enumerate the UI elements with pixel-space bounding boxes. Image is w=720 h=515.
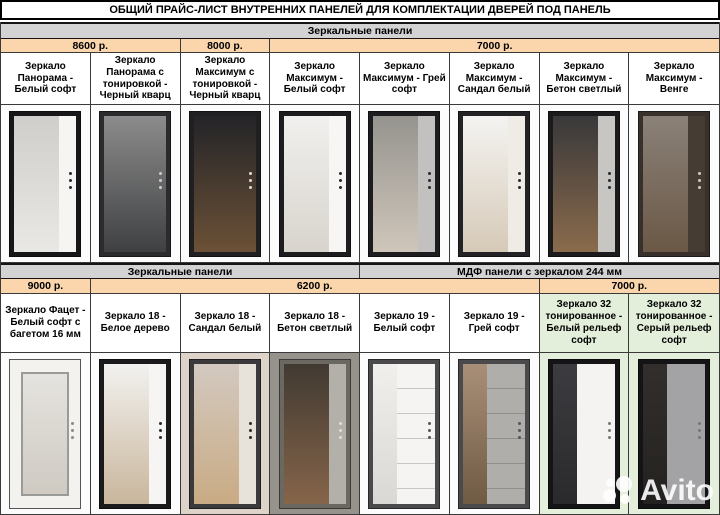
- price-cell: 8000 р.: [181, 39, 271, 52]
- price-cell: 6200 р.: [91, 279, 540, 293]
- section1-photos-row: [1, 105, 719, 263]
- door-mirror: [284, 364, 329, 504]
- door-panel: [59, 116, 76, 252]
- door-mirror: [21, 372, 69, 496]
- door-handle-icon: [698, 422, 701, 425]
- section-header: Зеркальные панели: [1, 265, 360, 278]
- door-panel: [508, 116, 525, 252]
- door-photo-cell: [91, 353, 181, 514]
- product-name-cell: Зеркало 32 тонированное - Белый рельеф софт: [540, 294, 630, 352]
- door-handle-icon: [608, 172, 611, 175]
- door-panel: [149, 364, 166, 504]
- door-handle-icon: [71, 422, 74, 425]
- product-name-cell: Зеркало 18 - Сандал белый: [181, 294, 271, 352]
- door-handle-icon: [249, 172, 252, 175]
- door-image: [368, 111, 440, 257]
- door-panel: [688, 116, 705, 252]
- product-name-cell: Зеркало Максимум - Сандал белый: [450, 53, 540, 104]
- door-image: [279, 359, 351, 509]
- product-name-cell: Зеркало Максимум - Белый софт: [270, 53, 360, 104]
- door-image: [548, 111, 620, 257]
- page-title: ОБЩИЙ ПРАЙС-ЛИСТ ВНУТРЕННИХ ПАНЕЛЕЙ ДЛЯ КОМПЛЕКТАЦИИ ДВЕРЕЙ ПОД ПАНЕЛЬ: [0, 0, 720, 20]
- door-photo-cell: [360, 353, 450, 514]
- price-cell: 8600 р.: [1, 39, 181, 52]
- product-name-cell: Зеркало 18 - Бетон светлый: [270, 294, 360, 352]
- door-image: [189, 359, 261, 509]
- door-handle-icon: [339, 172, 342, 175]
- door-panel: [239, 364, 256, 504]
- product-name-cell: Зеркало Панорама - Белый софт: [1, 53, 91, 104]
- door-mirror: [194, 116, 256, 252]
- product-name-cell: Зеркало 32 тонированное - Серый рельеф софт: [629, 294, 719, 352]
- door-panel: [329, 116, 346, 252]
- door-mirror: [463, 116, 508, 252]
- door-image: [99, 359, 171, 509]
- door-handle-icon: [518, 422, 521, 425]
- door-photo-cell: [450, 353, 540, 514]
- section-header: МДФ панели с зеркалом 244 мм: [456, 265, 623, 278]
- avito-watermark: [603, 475, 714, 507]
- door-handle-icon: [249, 422, 252, 425]
- door-photo-cell: [270, 353, 360, 514]
- door-mirror: [553, 364, 577, 504]
- door-panel: [598, 116, 615, 252]
- door-photo-cell: [1, 105, 91, 262]
- door-photo-cell: [270, 105, 360, 262]
- door-image: [9, 111, 81, 257]
- door-panel: [397, 364, 435, 504]
- door-mirror: [14, 116, 59, 252]
- door-image: [368, 359, 440, 509]
- price-cell: 9000 р.: [1, 279, 91, 293]
- door-photo-cell: [540, 105, 630, 262]
- door-mirror: [104, 364, 149, 504]
- avito-circles-icon: [603, 475, 635, 507]
- door-mirror: [463, 364, 487, 504]
- product-name-cell: Зеркало Максимум с тонировкой - Черный кварц: [181, 53, 271, 104]
- door-image: [99, 111, 171, 257]
- door-mirror: [373, 364, 397, 504]
- product-name-cell: Зеркало 19 - Белый софт: [360, 294, 450, 352]
- section1-header-row: [1, 22, 719, 39]
- door-mirror: [194, 364, 239, 504]
- door-panel: [418, 116, 435, 252]
- product-name-cell: Зеркало Максимум - Бетон светлый: [540, 53, 630, 104]
- door-photo-cell: [181, 105, 271, 262]
- door-photo-cell: [629, 105, 719, 262]
- section1-price-row: [1, 39, 719, 53]
- door-mirror: [284, 116, 329, 252]
- door-photo-cell: [181, 353, 271, 514]
- price-cell: 7000 р.: [476, 39, 513, 52]
- door-handle-icon: [159, 422, 162, 425]
- door-handle-icon: [339, 422, 342, 425]
- door-image: [9, 359, 81, 509]
- door-image: [458, 111, 530, 257]
- avito-wordmark: Avito: [640, 474, 714, 507]
- door-photo-cell: [450, 105, 540, 262]
- section-header: Зеркальные панели: [307, 25, 413, 37]
- door-handle-icon: [608, 422, 611, 425]
- door-photo-cell: [360, 105, 450, 262]
- price-cell: 7000 р.: [611, 280, 648, 292]
- door-panel: [329, 364, 346, 504]
- section2-names-row: [1, 294, 719, 353]
- door-mirror: [643, 116, 688, 252]
- product-name-cell: Зеркало Фацет - Белый софт с багетом 16 мм: [1, 294, 91, 352]
- door-image: [279, 111, 351, 257]
- door-image: [189, 111, 261, 257]
- door-mirror: [373, 116, 418, 252]
- door-photo-cell: [91, 105, 181, 262]
- section2-header-row: [1, 263, 719, 279]
- door-mirror: [104, 116, 166, 252]
- door-image: [458, 359, 530, 509]
- product-name-cell: Зеркало 18 - Белое дерево: [91, 294, 181, 352]
- section1-names-row: [1, 53, 719, 105]
- price-table: [0, 22, 720, 515]
- door-image: [638, 111, 710, 257]
- product-name-cell: Зеркало Панорама с тонировкой - Черный кварц: [91, 53, 181, 104]
- section2-price-row: [1, 279, 719, 294]
- product-name-cell: Зеркало Максимум - Венге: [645, 60, 703, 96]
- product-name-cell: Зеркало 19 - Грей софт: [450, 294, 540, 352]
- product-name-cell: Зеркало Максимум - Грей софт: [360, 53, 450, 104]
- door-photo-cell: [1, 353, 91, 514]
- door-mirror: [553, 116, 598, 252]
- door-panel: [487, 364, 525, 504]
